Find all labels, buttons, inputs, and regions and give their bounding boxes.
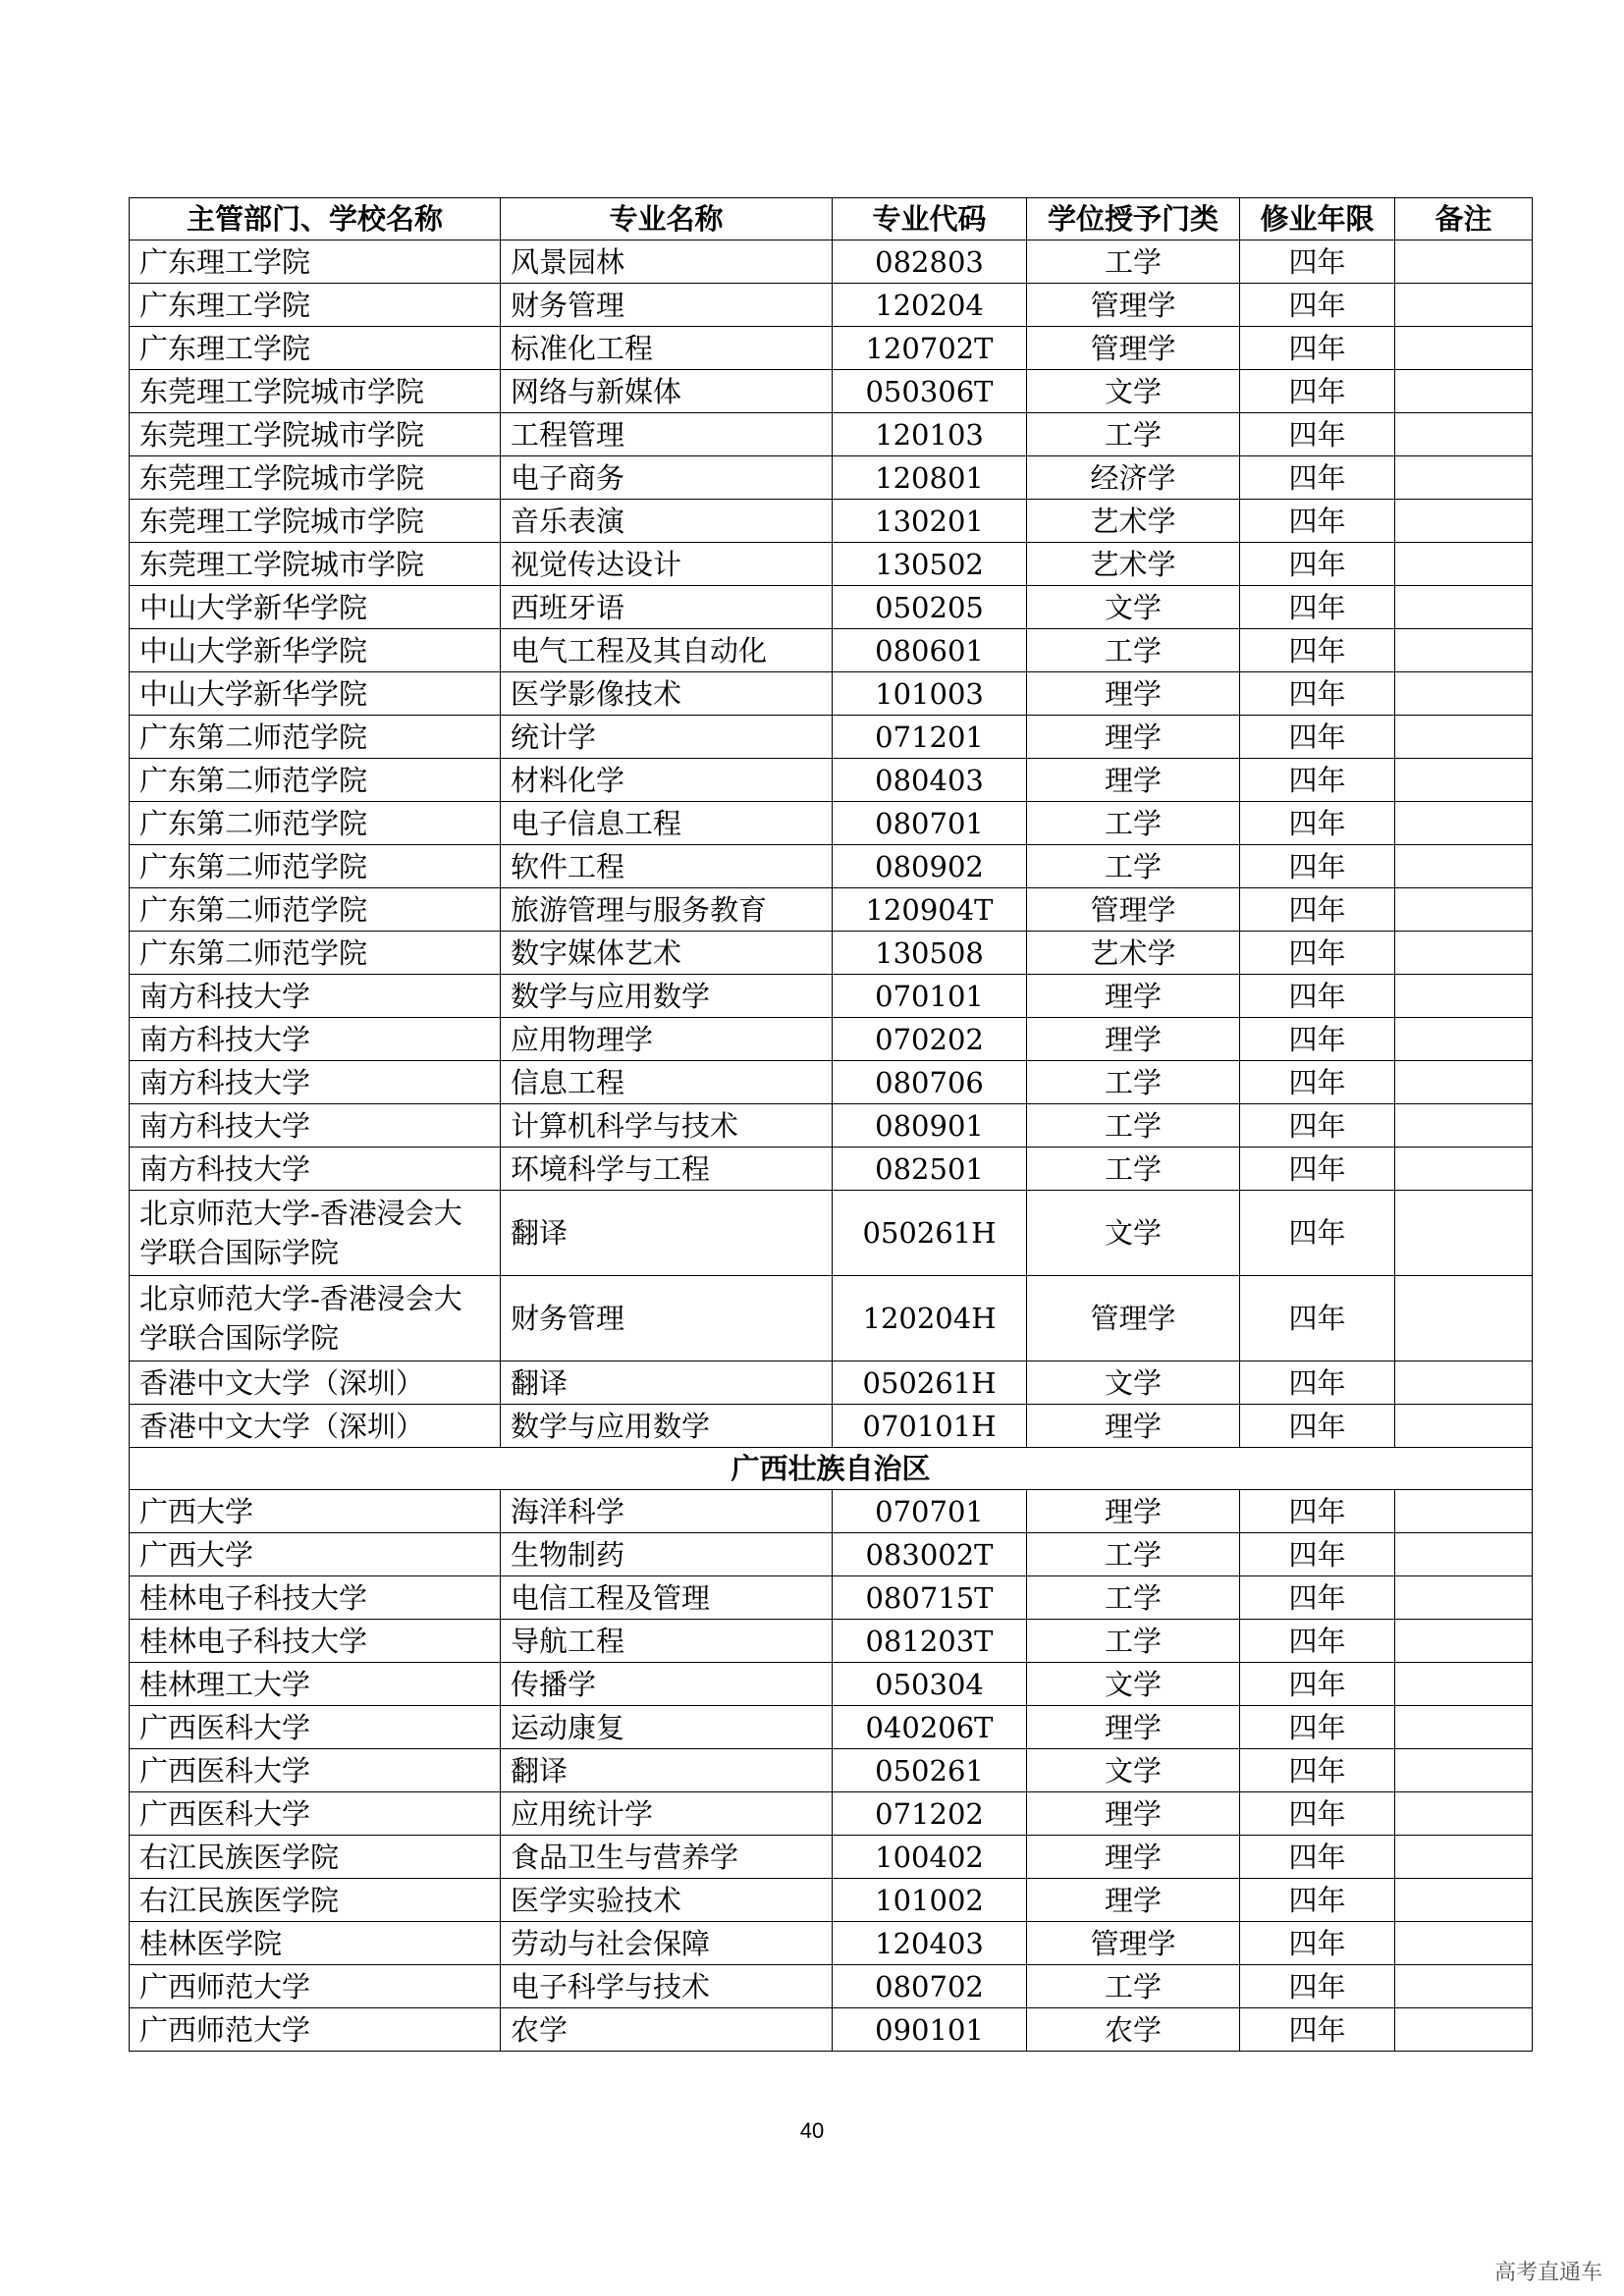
- cell-major: 计算机科学与技术: [501, 1104, 833, 1148]
- cell-major: 生物制药: [501, 1533, 833, 1576]
- cell-school: 南方科技大学: [130, 1018, 501, 1061]
- cell-degree-category: 艺术学: [1027, 543, 1240, 586]
- table-row: [130, 456, 1533, 500]
- cell-note: [1395, 1018, 1533, 1061]
- cell-degree-category: 文学: [1027, 1749, 1240, 1792]
- cell-major: 应用统计学: [501, 1792, 833, 1836]
- cell-school: 广西师范大学: [130, 2008, 501, 2052]
- table-row: [130, 543, 1533, 586]
- cell-degree-category: 艺术学: [1027, 932, 1240, 975]
- cell-major: 导航工程: [501, 1620, 833, 1663]
- cell-note: [1395, 716, 1533, 759]
- cell-degree-category: 管理学: [1027, 1276, 1240, 1362]
- table-row: [130, 1191, 1533, 1276]
- cell-note: [1395, 1836, 1533, 1879]
- cell-years: 四年: [1240, 716, 1395, 759]
- cell-degree-category: 理学: [1027, 1706, 1240, 1749]
- cell-degree-category: 理学: [1027, 1792, 1240, 1836]
- cell-code: 130508: [833, 932, 1027, 975]
- cell-degree-category: 理学: [1027, 1490, 1240, 1533]
- cell-degree-category: 经济学: [1027, 456, 1240, 500]
- cell-years: 四年: [1240, 932, 1395, 975]
- cell-years: 四年: [1240, 672, 1395, 716]
- cell-school: 南方科技大学: [130, 1061, 501, 1104]
- table-row: [130, 759, 1533, 802]
- cell-school: 香港中文大学（深圳）: [130, 1362, 501, 1405]
- table-row: [130, 888, 1533, 932]
- header-years: 修业年限: [1240, 198, 1395, 240]
- cell-major: 音乐表演: [501, 500, 833, 543]
- cell-note: [1395, 888, 1533, 932]
- cell-note: [1395, 1061, 1533, 1104]
- watermark: 高考直通车: [1493, 2261, 1602, 2285]
- cell-years: 四年: [1240, 1490, 1395, 1533]
- cell-code: 070202: [833, 1018, 1027, 1061]
- cell-years: 四年: [1240, 2008, 1395, 2052]
- cell-note: [1395, 802, 1533, 845]
- cell-years: 四年: [1240, 1405, 1395, 1448]
- cell-school: 广东第二师范学院: [130, 759, 501, 802]
- cell-code: 050261H: [833, 1362, 1027, 1405]
- cell-note: [1395, 543, 1533, 586]
- cell-note: [1395, 1490, 1533, 1533]
- cell-major: 西班牙语: [501, 586, 833, 629]
- cell-school: 桂林电子科技大学: [130, 1576, 501, 1620]
- cell-school: 广西大学: [130, 1490, 501, 1533]
- cell-school: 东莞理工学院城市学院: [130, 456, 501, 500]
- cell-major: 财务管理: [501, 1276, 833, 1362]
- cell-note: [1395, 1663, 1533, 1706]
- cell-major: 电子信息工程: [501, 802, 833, 845]
- cell-note: [1395, 240, 1533, 284]
- cell-years: 四年: [1240, 1148, 1395, 1191]
- cell-major: 工程管理: [501, 413, 833, 456]
- table-row: [130, 1148, 1533, 1191]
- cell-school: 中山大学新华学院: [130, 672, 501, 716]
- cell-degree-category: 工学: [1027, 240, 1240, 284]
- cell-years: 四年: [1240, 1922, 1395, 1965]
- cell-note: [1395, 1362, 1533, 1405]
- cell-note: [1395, 1276, 1533, 1362]
- table-row: [130, 1836, 1533, 1879]
- cell-code: 120801: [833, 456, 1027, 500]
- cell-major: 标准化工程: [501, 327, 833, 370]
- cell-school: 右江民族医学院: [130, 1879, 501, 1922]
- cell-degree-category: 管理学: [1027, 1922, 1240, 1965]
- cell-years: 四年: [1240, 629, 1395, 672]
- cell-school: 右江民族医学院: [130, 1836, 501, 1879]
- cell-note: [1395, 500, 1533, 543]
- cell-years: 四年: [1240, 1706, 1395, 1749]
- cell-school: 桂林电子科技大学: [130, 1620, 501, 1663]
- cell-years: 四年: [1240, 1749, 1395, 1792]
- table-row: [130, 845, 1533, 888]
- cell-degree-category: 工学: [1027, 845, 1240, 888]
- cell-degree-category: 理学: [1027, 672, 1240, 716]
- cell-degree-category: 工学: [1027, 1148, 1240, 1191]
- cell-code: 080706: [833, 1061, 1027, 1104]
- cell-major: 视觉传达设计: [501, 543, 833, 586]
- cell-major: 电子科学与技术: [501, 1965, 833, 2008]
- cell-years: 四年: [1240, 1965, 1395, 2008]
- cell-note: [1395, 2008, 1533, 2052]
- cell-school: 广东第二师范学院: [130, 716, 501, 759]
- cell-years: 四年: [1240, 975, 1395, 1018]
- cell-code: 050205: [833, 586, 1027, 629]
- cell-years: 四年: [1240, 1191, 1395, 1276]
- cell-code: 080701: [833, 802, 1027, 845]
- table-row: [130, 1706, 1533, 1749]
- cell-note: [1395, 456, 1533, 500]
- cell-major: 数字媒体艺术: [501, 932, 833, 975]
- cell-degree-category: 工学: [1027, 629, 1240, 672]
- cell-degree-category: 文学: [1027, 1663, 1240, 1706]
- cell-years: 四年: [1240, 1018, 1395, 1061]
- cell-years: 四年: [1240, 1276, 1395, 1362]
- cell-code: 050306T: [833, 370, 1027, 413]
- cell-note: [1395, 1104, 1533, 1148]
- table-row: [130, 327, 1533, 370]
- cell-degree-category: 理学: [1027, 759, 1240, 802]
- cell-code: 071201: [833, 716, 1027, 759]
- cell-school: 广东第二师范学院: [130, 845, 501, 888]
- cell-note: [1395, 759, 1533, 802]
- cell-major: 数学与应用数学: [501, 975, 833, 1018]
- cell-note: [1395, 1620, 1533, 1663]
- table-row: [130, 716, 1533, 759]
- cell-school: 中山大学新华学院: [130, 586, 501, 629]
- cell-school: 广东理工学院: [130, 284, 501, 327]
- cell-code: 081203T: [833, 1620, 1027, 1663]
- cell-degree-category: 工学: [1027, 413, 1240, 456]
- cell-degree-category: 工学: [1027, 1533, 1240, 1576]
- cell-note: [1395, 284, 1533, 327]
- cell-major: 运动康复: [501, 1706, 833, 1749]
- cell-code: 070101: [833, 975, 1027, 1018]
- cell-major: 翻译: [501, 1191, 833, 1276]
- table-row: [130, 1533, 1533, 1576]
- cell-school: 广东第二师范学院: [130, 888, 501, 932]
- cell-note: [1395, 1706, 1533, 1749]
- cell-degree-category: 农学: [1027, 2008, 1240, 2052]
- cell-code: 050261H: [833, 1191, 1027, 1276]
- cell-years: 四年: [1240, 370, 1395, 413]
- cell-school: 南方科技大学: [130, 975, 501, 1018]
- cell-code: 120403: [833, 1922, 1027, 1965]
- cell-school: 东莞理工学院城市学院: [130, 543, 501, 586]
- cell-school: 广西医科大学: [130, 1792, 501, 1836]
- table-row: [130, 284, 1533, 327]
- cell-years: 四年: [1240, 1576, 1395, 1620]
- header-note: 备注: [1395, 198, 1533, 240]
- cell-years: 四年: [1240, 284, 1395, 327]
- cell-years: 四年: [1240, 456, 1395, 500]
- cell-school: 北京师范大学-香港浸会大学联合国际学院: [130, 1276, 501, 1362]
- cell-major: 网络与新媒体: [501, 370, 833, 413]
- cell-code: 130201: [833, 500, 1027, 543]
- table-row: [130, 2008, 1533, 2052]
- cell-code: 120204H: [833, 1276, 1027, 1362]
- cell-years: 四年: [1240, 1879, 1395, 1922]
- cell-code: 050261: [833, 1749, 1027, 1792]
- cell-degree-category: 理学: [1027, 1018, 1240, 1061]
- cell-code: 050304: [833, 1663, 1027, 1706]
- cell-major: 食品卫生与营养学: [501, 1836, 833, 1879]
- cell-major: 电气工程及其自动化: [501, 629, 833, 672]
- cell-code: 040206T: [833, 1706, 1027, 1749]
- cell-note: [1395, 586, 1533, 629]
- cell-code: 080902: [833, 845, 1027, 888]
- cell-years: 四年: [1240, 1663, 1395, 1706]
- cell-major: 翻译: [501, 1749, 833, 1792]
- cell-years: 四年: [1240, 1533, 1395, 1576]
- cell-major: 农学: [501, 2008, 833, 2052]
- cell-school: 桂林医学院: [130, 1922, 501, 1965]
- cell-major: 信息工程: [501, 1061, 833, 1104]
- cell-note: [1395, 1148, 1533, 1191]
- cell-school: 中山大学新华学院: [130, 629, 501, 672]
- cell-code: 071202: [833, 1792, 1027, 1836]
- cell-degree-category: 理学: [1027, 716, 1240, 759]
- cell-degree-category: 管理学: [1027, 888, 1240, 932]
- table-row: [130, 1663, 1533, 1706]
- cell-years: 四年: [1240, 586, 1395, 629]
- cell-degree-category: 理学: [1027, 1836, 1240, 1879]
- table-row: [130, 975, 1533, 1018]
- cell-degree-category: 工学: [1027, 1965, 1240, 2008]
- cell-major: 电信工程及管理: [501, 1576, 833, 1620]
- cell-code: 082501: [833, 1148, 1027, 1191]
- cell-degree-category: 理学: [1027, 1405, 1240, 1448]
- cell-major: 劳动与社会保障: [501, 1922, 833, 1965]
- cell-code: 090101: [833, 2008, 1027, 2052]
- cell-school: 广西师范大学: [130, 1965, 501, 2008]
- cell-code: 080702: [833, 1965, 1027, 2008]
- page-number: 40: [799, 2118, 825, 2143]
- cell-code: 120204: [833, 284, 1027, 327]
- cell-note: [1395, 1965, 1533, 2008]
- cell-code: 100402: [833, 1836, 1027, 1879]
- cell-school: 东莞理工学院城市学院: [130, 370, 501, 413]
- table-row: [130, 1061, 1533, 1104]
- cell-note: [1395, 1792, 1533, 1836]
- cell-years: 四年: [1240, 327, 1395, 370]
- cell-school: 广东第二师范学院: [130, 932, 501, 975]
- table-row: [130, 629, 1533, 672]
- table-row: [130, 1792, 1533, 1836]
- cell-major: 海洋科学: [501, 1490, 833, 1533]
- cell-note: [1395, 1749, 1533, 1792]
- cell-degree-category: 工学: [1027, 1061, 1240, 1104]
- header-degree-category: 学位授予门类: [1027, 198, 1240, 240]
- cell-note: [1395, 975, 1533, 1018]
- cell-school: 广东理工学院: [130, 327, 501, 370]
- cell-school: 广西医科大学: [130, 1706, 501, 1749]
- cell-years: 四年: [1240, 888, 1395, 932]
- cell-years: 四年: [1240, 1061, 1395, 1104]
- majors-table: [129, 197, 1533, 2052]
- cell-school: 北京师范大学-香港浸会大学联合国际学院: [130, 1191, 501, 1276]
- cell-note: [1395, 1922, 1533, 1965]
- cell-major: 软件工程: [501, 845, 833, 888]
- cell-code: 080403: [833, 759, 1027, 802]
- table-row: [130, 1576, 1533, 1620]
- cell-degree-category: 工学: [1027, 1104, 1240, 1148]
- cell-years: 四年: [1240, 845, 1395, 888]
- cell-years: 四年: [1240, 1362, 1395, 1405]
- cell-degree-category: 工学: [1027, 802, 1240, 845]
- table-row: [130, 240, 1533, 284]
- cell-years: 四年: [1240, 240, 1395, 284]
- cell-years: 四年: [1240, 543, 1395, 586]
- table-row: [130, 672, 1533, 716]
- cell-degree-category: 文学: [1027, 370, 1240, 413]
- table-row: [130, 1104, 1533, 1148]
- cell-years: 四年: [1240, 1620, 1395, 1663]
- header-school: 主管部门、学校名称: [130, 198, 501, 240]
- cell-note: [1395, 672, 1533, 716]
- cell-code: 120904T: [833, 888, 1027, 932]
- table-row: [130, 413, 1533, 456]
- cell-code: 082803: [833, 240, 1027, 284]
- cell-note: [1395, 370, 1533, 413]
- table-row: [130, 802, 1533, 845]
- cell-note: [1395, 1576, 1533, 1620]
- table-row: [130, 1620, 1533, 1663]
- cell-degree-category: 工学: [1027, 1620, 1240, 1663]
- cell-code: 101002: [833, 1879, 1027, 1922]
- cell-years: 四年: [1240, 1792, 1395, 1836]
- header-code: 专业代码: [833, 198, 1027, 240]
- cell-code: 070701: [833, 1490, 1027, 1533]
- cell-note: [1395, 932, 1533, 975]
- region-header-row: [130, 1448, 1533, 1490]
- cell-school: 东莞理工学院城市学院: [130, 413, 501, 456]
- table-header-row: [130, 198, 1533, 240]
- cell-degree-category: 理学: [1027, 1879, 1240, 1922]
- cell-school: 南方科技大学: [130, 1148, 501, 1191]
- table-body: [130, 240, 1533, 2052]
- cell-major: 风景园林: [501, 240, 833, 284]
- cell-note: [1395, 1879, 1533, 1922]
- cell-major: 应用物理学: [501, 1018, 833, 1061]
- cell-degree-category: 理学: [1027, 975, 1240, 1018]
- cell-major: 环境科学与工程: [501, 1148, 833, 1191]
- cell-degree-category: 艺术学: [1027, 500, 1240, 543]
- cell-years: 四年: [1240, 1836, 1395, 1879]
- cell-code: 130502: [833, 543, 1027, 586]
- table-row: [130, 1405, 1533, 1448]
- cell-degree-category: 文学: [1027, 586, 1240, 629]
- cell-school: 东莞理工学院城市学院: [130, 500, 501, 543]
- cell-major: 数学与应用数学: [501, 1405, 833, 1448]
- cell-years: 四年: [1240, 1104, 1395, 1148]
- cell-major: 医学实验技术: [501, 1879, 833, 1922]
- cell-major: 材料化学: [501, 759, 833, 802]
- cell-code: 083002T: [833, 1533, 1027, 1576]
- cell-major: 电子商务: [501, 456, 833, 500]
- cell-note: [1395, 1191, 1533, 1276]
- cell-degree-category: 工学: [1027, 1576, 1240, 1620]
- cell-code: 080715T: [833, 1576, 1027, 1620]
- table-row: [130, 1749, 1533, 1792]
- cell-school: 南方科技大学: [130, 1104, 501, 1148]
- cell-degree-category: 文学: [1027, 1362, 1240, 1405]
- cell-note: [1395, 327, 1533, 370]
- cell-degree-category: 管理学: [1027, 284, 1240, 327]
- table-row: [130, 370, 1533, 413]
- cell-code: 101003: [833, 672, 1027, 716]
- table-row: [130, 1362, 1533, 1405]
- table-row: [130, 1276, 1533, 1362]
- cell-note: [1395, 413, 1533, 456]
- cell-major: 财务管理: [501, 284, 833, 327]
- table-row: [130, 1018, 1533, 1061]
- cell-school: 香港中文大学（深圳）: [130, 1405, 501, 1448]
- cell-note: [1395, 1533, 1533, 1576]
- cell-years: 四年: [1240, 500, 1395, 543]
- cell-code: 120103: [833, 413, 1027, 456]
- cell-note: [1395, 629, 1533, 672]
- table-row: [130, 586, 1533, 629]
- cell-years: 四年: [1240, 759, 1395, 802]
- cell-major: 医学影像技术: [501, 672, 833, 716]
- table-row: [130, 1490, 1533, 1533]
- cell-school: 广东第二师范学院: [130, 802, 501, 845]
- cell-school: 广西大学: [130, 1533, 501, 1576]
- cell-school: 桂林理工大学: [130, 1663, 501, 1706]
- cell-major: 传播学: [501, 1663, 833, 1706]
- cell-major: 统计学: [501, 716, 833, 759]
- cell-code: 070101H: [833, 1405, 1027, 1448]
- cell-school: 广东理工学院: [130, 240, 501, 284]
- table-row: [130, 500, 1533, 543]
- cell-degree-category: 文学: [1027, 1191, 1240, 1276]
- cell-note: [1395, 845, 1533, 888]
- table-row: [130, 1879, 1533, 1922]
- table-row: [130, 1922, 1533, 1965]
- table-row: [130, 1965, 1533, 2008]
- cell-code: 080901: [833, 1104, 1027, 1148]
- cell-years: 四年: [1240, 413, 1395, 456]
- cell-code: 120702T: [833, 327, 1027, 370]
- cell-school: 广西医科大学: [130, 1749, 501, 1792]
- cell-major: 旅游管理与服务教育: [501, 888, 833, 932]
- table-row: [130, 932, 1533, 975]
- cell-major: 翻译: [501, 1362, 833, 1405]
- cell-note: [1395, 1405, 1533, 1448]
- cell-years: 四年: [1240, 802, 1395, 845]
- cell-degree-category: 管理学: [1027, 327, 1240, 370]
- cell-code: 080601: [833, 629, 1027, 672]
- header-major: 专业名称: [501, 198, 833, 240]
- region-name: 广西壮族自治区: [130, 1448, 1533, 1490]
